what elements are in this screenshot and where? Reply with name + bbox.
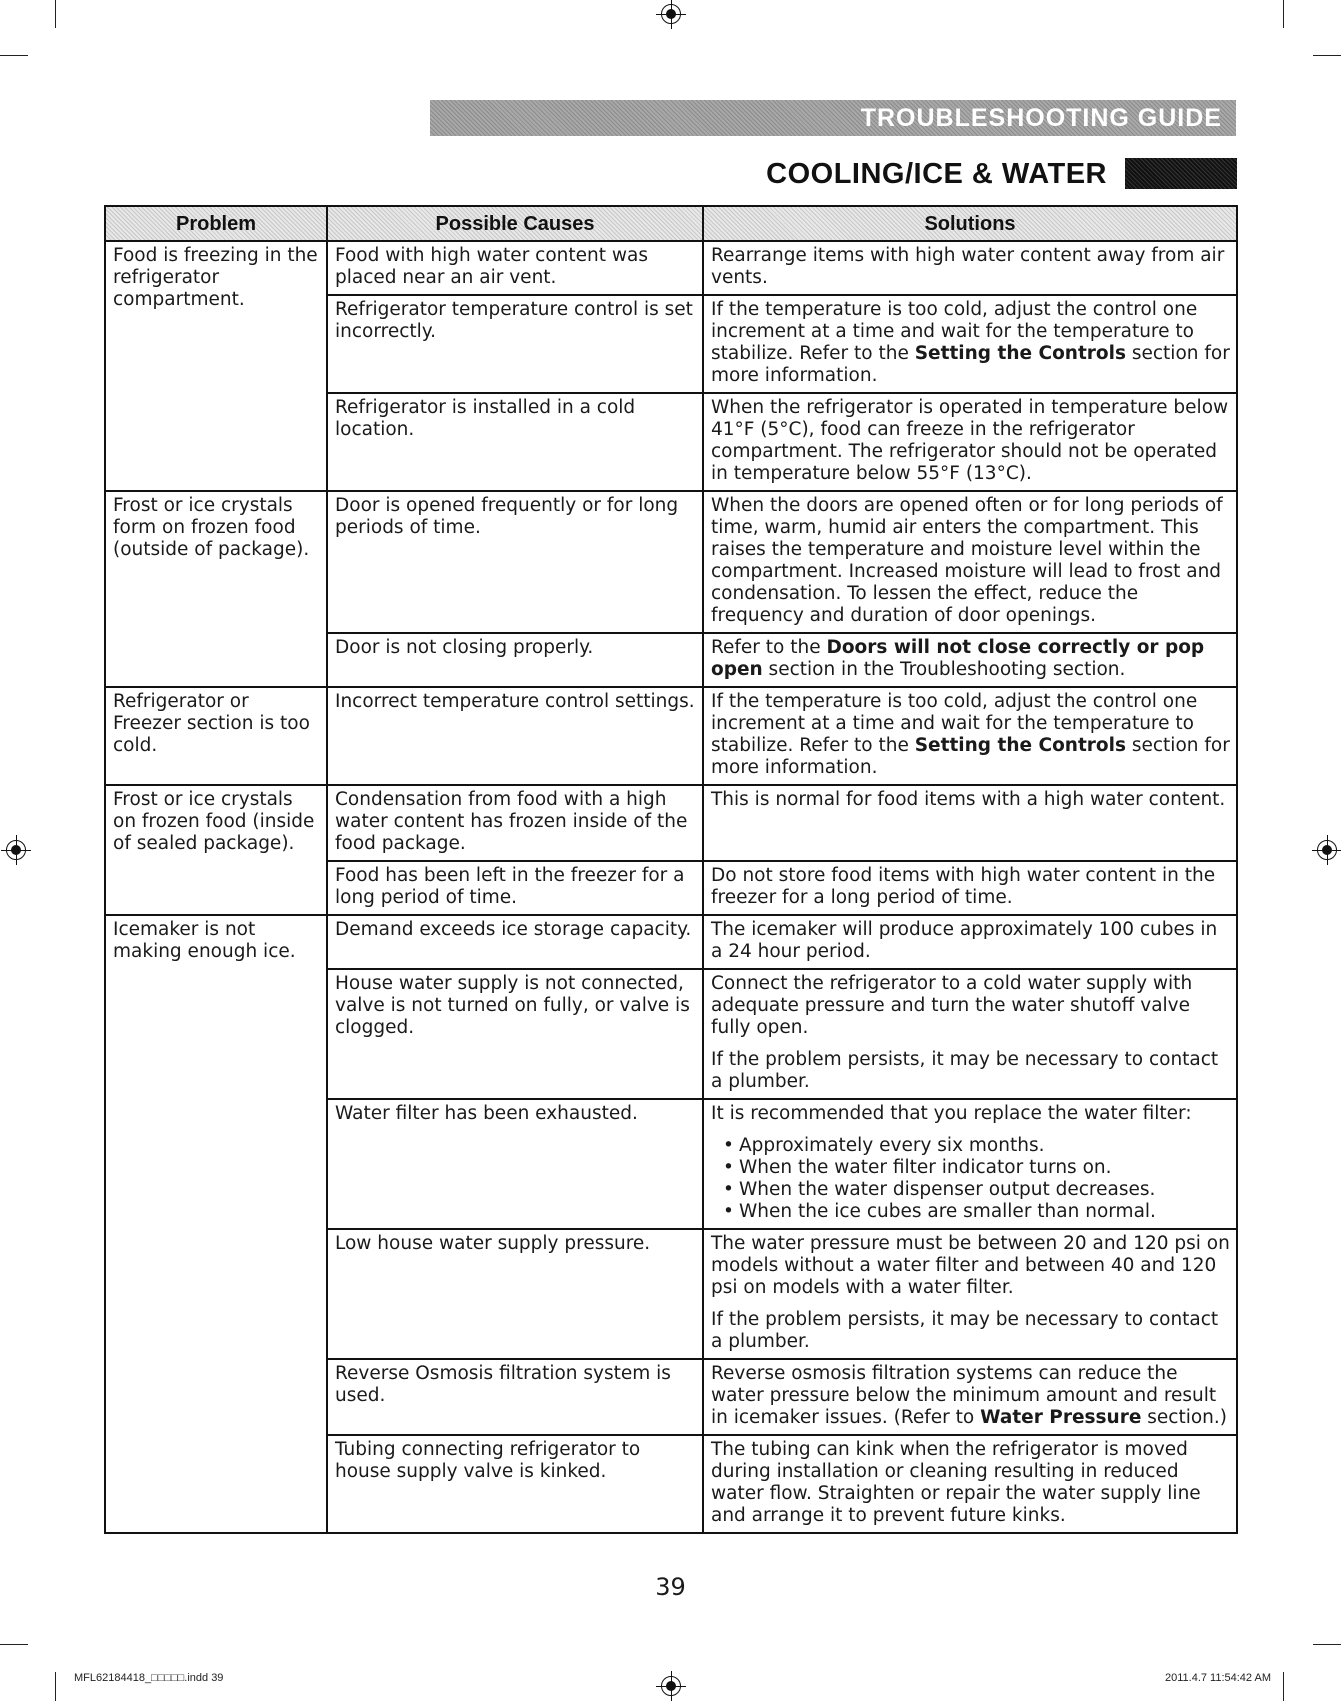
list-item: • When the water filter indicator turns on.: [723, 1157, 1230, 1179]
solution-cell: Refer to the Doors will not close correctly or pop open section in the Troubleshooting section.: [703, 633, 1237, 687]
cause-cell: Tubing connecting refrigerator to house supply valve is kinked.: [327, 1435, 703, 1533]
cause-cell: Condensation from food with a high water content has frozen inside of the food package.: [327, 785, 703, 861]
section-reference: Doors will not close correctly or pop open: [711, 637, 1205, 680]
column-header: Possible Causes: [327, 206, 703, 241]
problem-cell: Frost or ice crystals on frozen food (inside of sealed package).: [105, 785, 327, 915]
section-reference: Setting the Controls: [914, 735, 1126, 756]
solution-cell: The water pressure must be between 20 and 120 psi on models without a water filter and between 40 and 120 psi on models with a water filter. If the problem persists, it may be necessary to contact a plumber.: [703, 1229, 1237, 1359]
table-row: [105, 241, 1237, 295]
cause-cell: Door is opened frequently or for long periods of time.: [327, 491, 703, 633]
page-title: COOLING/ICE & WATER: [766, 158, 1107, 190]
cause-cell: House water supply is not connected, valve is not turned on fully, or valve is clogged.: [327, 969, 703, 1099]
cause-cell: Door is not closing properly.: [327, 633, 703, 687]
print-timestamp: 2011.4.7 11:54:42 AM: [1164, 1672, 1271, 1684]
section-banner: [430, 100, 1236, 136]
solution-cell: When the doors are opened often or for long periods of time, warm, humid air enters the compartment. This raises the temperature and moisture level within the compartment. Increased moisture will lead to frost and condensation. To lessen the effect, reduce the frequency and duration of door openings.: [703, 491, 1237, 633]
cause-cell: Refrigerator is installed in a cold location.: [327, 393, 703, 491]
registration-mark-icon: [661, 1676, 681, 1696]
problem-cell: Food is freezing in the refrigerator compartment.: [105, 241, 327, 491]
cause-cell: Food with high water content was placed near an air vent.: [327, 241, 703, 295]
solution-cell: If the temperature is too cold, adjust the control one increment at a time and wait for the temperature to stabilize. Refer to the Setting the Controls section for more information.: [703, 687, 1237, 785]
cause-cell: Food has been left in the freezer for a long period of time.: [327, 861, 703, 915]
table-row: [105, 915, 1237, 969]
solution-cell: It is recommended that you replace the water filter: • Approximately every six months. • When the water filter indicator turns on. • When the water dispenser output decreases. • When the ice cubes are smaller than normal.: [703, 1099, 1237, 1229]
registration-mark-icon: [1317, 840, 1337, 860]
table-row: [105, 687, 1237, 785]
cause-cell: Reverse Osmosis filtration system is used.: [327, 1359, 703, 1435]
solution-cell: Reverse osmosis filtration systems can reduce the water pressure below the minimum amount and result in icemaker issues. (Refer to Water Pressure section.): [703, 1359, 1237, 1435]
crop-mark: [1283, 0, 1284, 28]
solution-cell: Rearrange items with high water content away from air vents.: [703, 241, 1237, 295]
solution-cell: Do not store food items with high water content in the freezer for a long period of time.: [703, 861, 1237, 915]
solution-cell: If the temperature is too cold, adjust the control one increment at a time and wait for the temperature to stabilize. Refer to the Setting the Controls section for more information.: [703, 295, 1237, 393]
cause-cell: Refrigerator temperature control is set incorrectly.: [327, 295, 703, 393]
table-header-row: [105, 206, 1237, 241]
crop-mark: [0, 1644, 28, 1645]
problem-cell: Icemaker is not making enough ice.: [105, 915, 327, 1533]
crop-mark: [55, 0, 56, 28]
solution-cell: When the refrigerator is operated in temperature below 41°F (5°C), food can freeze in the refrigerator compartment. The refrigerator should not be operated in temperature below 55°F (13°C).: [703, 393, 1237, 491]
solution-cell: The tubing can kink when the refrigerator is moved during installation or cleaning resulting in reduced water flow. Straighten or repair the water supply line and arrange it to prevent future kinks.: [703, 1435, 1237, 1533]
cause-cell: Demand exceeds ice storage capacity.: [327, 915, 703, 969]
cause-cell: Incorrect temperature control settings.: [327, 687, 703, 785]
table-row: [105, 491, 1237, 633]
registration-mark-icon: [6, 840, 26, 860]
crop-mark: [55, 1672, 56, 1701]
file-slug: MFL62184418_□□□□□.indd 39: [74, 1672, 224, 1684]
solution-cell: Connect the refrigerator to a cold water supply with adequate pressure and turn the water shutoff valve fully open. If the problem persists, it may be necessary to contact a plumber.: [703, 969, 1237, 1099]
registration-mark-icon: [661, 4, 681, 24]
problem-cell: Refrigerator or Freezer section is too cold.: [105, 687, 327, 785]
banner-title: TROUBLESHOOTING GUIDE: [860, 103, 1222, 132]
crop-mark: [1313, 55, 1341, 56]
column-header: Solutions: [703, 206, 1237, 241]
crop-mark: [1283, 1672, 1284, 1701]
problem-cell: Frost or ice crystals form on frozen food (outside of package).: [105, 491, 327, 687]
cause-cell: Low house water supply pressure.: [327, 1229, 703, 1359]
title-decoration: [1125, 158, 1237, 189]
crop-mark: [0, 55, 28, 56]
troubleshooting-table: [104, 205, 1238, 1534]
section-reference: Setting the Controls: [914, 343, 1126, 364]
list-item: • When the water dispenser output decreases.: [723, 1179, 1230, 1201]
list-item: • Approximately every six months.: [723, 1135, 1230, 1157]
solution-cell: This is normal for food items with a high water content.: [703, 785, 1237, 861]
cause-cell: Water filter has been exhausted.: [327, 1099, 703, 1229]
list-item: • When the ice cubes are smaller than normal.: [723, 1201, 1230, 1223]
crop-mark: [1313, 1644, 1341, 1645]
page-number: 39: [655, 1573, 686, 1601]
table-row: [105, 785, 1237, 861]
column-header: Problem: [105, 206, 327, 241]
section-reference: Water Pressure: [980, 1407, 1142, 1428]
solution-cell: The icemaker will produce approximately 100 cubes in a 24 hour period.: [703, 915, 1237, 969]
bullet-list: [711, 1135, 1230, 1223]
